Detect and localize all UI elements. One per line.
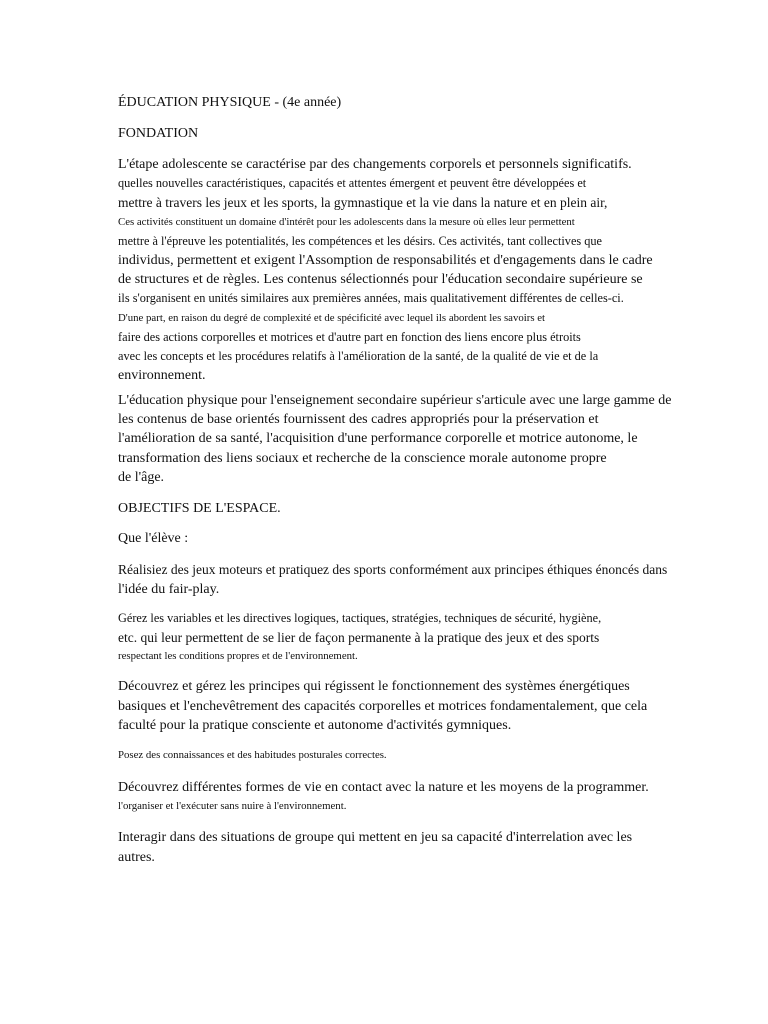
- intro-line: environnement.: [118, 368, 206, 384]
- objective-line: etc. qui leur permettent de se lier de façon permanente à la pratique des jeux et des sports: [118, 630, 600, 646]
- objective-1: [118, 560, 667, 599]
- intro-line: L'étape adolescente se caractérise par des changements corporels et personnels significatifs.: [118, 157, 632, 172]
- objective-line: respectant les conditions propres et de l'environnement.: [118, 650, 358, 663]
- document-title: ÉDUCATION PHYSIQUE - (4e année): [118, 95, 342, 110]
- objective-3: [118, 677, 647, 736]
- intro-line: de structures et de règles. Les contenus sélectionnés pour l'éducation secondaire supérieure se: [118, 272, 643, 288]
- objective-5: [118, 778, 649, 816]
- intro-paragraph: [118, 155, 653, 385]
- intro-line: avec les concepts et les procédures relatifs à l'amélioration de la santé, de la qualité de vie et de la: [118, 349, 599, 364]
- objective-line: Interagir dans des situations de groupe qui mettent en jeu sa capacité d'interrelation avec les: [118, 830, 633, 845]
- paragraph-line: transformation des liens sociaux et recherche de la conscience morale autonome propre: [118, 450, 607, 466]
- objective-line: autres.: [118, 849, 155, 865]
- objective-line: faculté pour la pratique consciente et autonome d'activités gymniques.: [118, 718, 512, 734]
- objective-6: [118, 828, 632, 867]
- objective-line: Découvrez et gérez les principes qui régissent le fonctionnement des systèmes énergétiques: [118, 679, 630, 694]
- student-intro: Que l'élève :: [118, 531, 189, 546]
- intro-line: mettre à l'épreuve les potentialités, les compétences et les désirs. Ces activités, tant collectives que: [118, 233, 603, 248]
- intro-line: D'une part, en raison du degré de complexité et de spécificité avec lequel ils abordent les savoirs et: [118, 311, 546, 324]
- intro-line: ils s'organisent en unités similaires aux premières années, mais qualitativement différentes de celles-ci.: [118, 291, 624, 306]
- objective-4: Posez des connaissances et des habitudes posturales correctes.: [118, 749, 387, 761]
- intro-line: mettre à travers les jeux et les sports, la gymnastique et la vie dans la nature et en plein air,: [118, 195, 608, 211]
- intro-line: Ces activités constituent un domaine d'intérêt pour les adolescents dans la mesure où elles leur permettent: [118, 215, 575, 228]
- objective-line: l'idée du fair-play.: [118, 581, 220, 597]
- paragraph-line: les contenus de base orientés fournissent des cadres appropriés pour la préservation et: [118, 412, 599, 428]
- paragraph-line: L'éducation physique pour l'enseignement secondaire supérieur s'articule avec une large gamme de: [118, 393, 672, 408]
- objective-line: Découvrez différentes formes de vie en contact avec la nature et les moyens de la programmer.: [118, 780, 649, 795]
- paragraph-line: de l'âge.: [118, 469, 165, 485]
- objective-2: [118, 609, 601, 667]
- intro-line: individus, permettent et exigent l'Assomption de responsabilités et d'engagements dans le cadre: [118, 253, 653, 269]
- paragraph-line: l'amélioration de sa santé, l'acquisition d'une performance corporelle et motrice autonome, le: [118, 431, 638, 447]
- paragraph-secondary: [118, 391, 672, 487]
- intro-line: faire des actions corporelles et motrices et d'autre part en fonction des liens encore plus étroits: [118, 329, 581, 344]
- objective-line: l'organiser et l'exécuter sans nuire à l'environnement.: [118, 800, 347, 813]
- section-heading-fondation: FONDATION: [118, 126, 199, 141]
- intro-line: quelles nouvelles caractéristiques, capacités et attentes émergent et peuvent être développées et: [118, 176, 587, 191]
- section-heading-objectifs: OBJECTIFS DE L'ESPACE.: [118, 501, 281, 516]
- objective-line: Gérez les variables et les directives logiques, tactiques, stratégies, techniques de sécurité, hygiène,: [118, 611, 602, 625]
- objective-line: Réalisiez des jeux moteurs et pratiquez des sports conformément aux principes éthiques énoncés dans: [118, 562, 668, 577]
- objective-line: basiques et l'enchevêtrement des capacités corporelles et motrices fondamentalement, que cela: [118, 698, 648, 714]
